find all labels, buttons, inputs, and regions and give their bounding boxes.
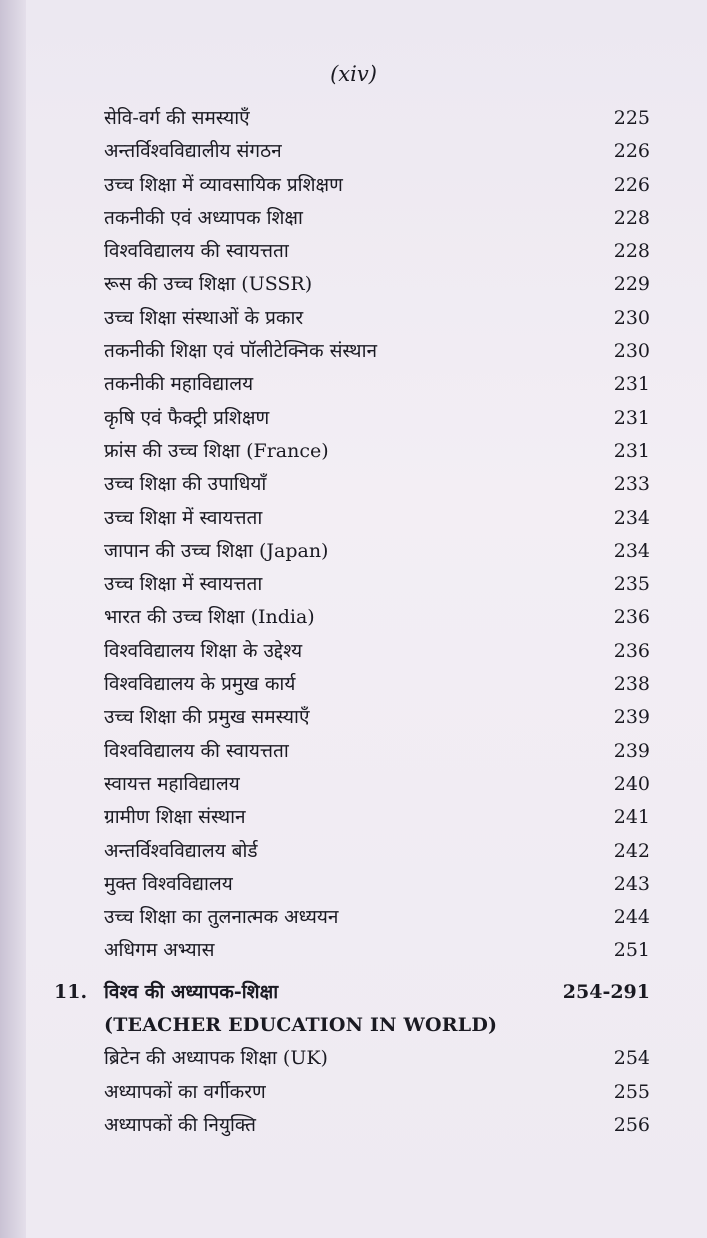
toc-entry-page: 234 bbox=[613, 539, 650, 562]
toc-entry-page: 226 bbox=[613, 173, 650, 196]
toc-entry-title: स्वायत्त महाविद्यालय bbox=[104, 772, 240, 795]
toc-entry-title: अध्यापकों की नियुक्ति bbox=[104, 1113, 256, 1136]
toc-entry bbox=[0, 1109, 707, 1142]
toc-entry-page: 244 bbox=[613, 906, 650, 929]
toc-entry bbox=[0, 169, 707, 202]
toc-entry-title: जापान की उच्च शिक्षा (Japan) bbox=[104, 539, 329, 562]
toc-entry-page: 239 bbox=[613, 739, 650, 762]
toc-entry bbox=[0, 801, 707, 834]
toc-entry-page: 225 bbox=[613, 107, 650, 129]
toc-entry bbox=[0, 135, 707, 168]
toc-entry-title: उच्च शिक्षा संस्थाओं के प्रकार bbox=[104, 306, 304, 329]
toc-entry-title: फ्रांस की उच्च शिक्षा (France) bbox=[104, 439, 329, 462]
toc-entry bbox=[0, 435, 707, 468]
toc-entry-title: मुक्त विश्वविद्यालय bbox=[104, 872, 233, 895]
toc-entry bbox=[0, 502, 707, 535]
toc-entry-page: 234 bbox=[613, 506, 650, 529]
toc-entry bbox=[0, 1042, 707, 1075]
toc-entry-page: 228 bbox=[613, 206, 650, 229]
toc-entry bbox=[0, 934, 707, 967]
toc-entry-title: तकनीकी शिक्षा एवं पॉलीटेक्निक संस्थान bbox=[104, 340, 378, 363]
toc-entry bbox=[0, 768, 707, 801]
toc-entry-title: कृषि एवं फैक्ट्री प्रशिक्षण bbox=[104, 406, 270, 429]
toc-entry-page: 251 bbox=[613, 939, 650, 962]
toc-entry bbox=[0, 202, 707, 235]
toc-entry-title: विश्वविद्यालय की स्वायत्तता bbox=[104, 739, 289, 762]
toc-entry-page: 241 bbox=[613, 806, 650, 829]
toc-entry bbox=[0, 635, 707, 668]
toc-entry-title: तकनीकी महाविद्यालय bbox=[104, 373, 254, 396]
chapter-title: विश्व की अध्यापक-शिक्षा bbox=[104, 980, 279, 1003]
toc-entry-title: उच्च शिक्षा की उपाधियाँ bbox=[104, 473, 267, 496]
toc-entry-title: सेवि-वर्ग की समस्याएँ bbox=[104, 107, 250, 129]
toc-entry-title: अन्तर्विश्वविद्यालय बोर्ड bbox=[104, 839, 258, 862]
chapter-english-title bbox=[0, 1009, 707, 1042]
toc-entry-title: अन्तर्विश्वविद्यालीय संगठन bbox=[104, 140, 282, 163]
toc-entry-page: 230 bbox=[613, 306, 650, 329]
toc-entry-title: विश्वविद्यालय शिक्षा के उद्देश्य bbox=[104, 639, 303, 662]
toc-entry bbox=[0, 268, 707, 301]
toc-entry-page: 231 bbox=[613, 406, 650, 429]
page-number: (xiv) bbox=[330, 62, 377, 86]
toc-entry bbox=[0, 601, 707, 634]
toc-entry-page: 231 bbox=[613, 373, 650, 396]
toc-entry-title: भारत की उच्च शिक्षा (India) bbox=[104, 606, 315, 629]
toc-entry bbox=[0, 468, 707, 501]
toc-entry-page: 231 bbox=[613, 439, 650, 462]
toc-entry-page: 229 bbox=[613, 273, 650, 296]
toc-entry-page: 230 bbox=[613, 340, 650, 363]
toc-entry-title: उच्च शिक्षा की प्रमुख समस्याएँ bbox=[104, 706, 310, 729]
toc-entry-title: ब्रिटेन की अध्यापक शिक्षा (UK) bbox=[104, 1047, 328, 1070]
toc-entry-title: अध्यापकों का वर्गीकरण bbox=[104, 1080, 266, 1103]
chapter-heading bbox=[0, 976, 707, 1009]
toc-entry bbox=[0, 235, 707, 268]
toc-entry-title: उच्च शिक्षा में स्वायत्तता bbox=[104, 573, 263, 596]
toc-entry bbox=[0, 901, 707, 934]
toc-entry-page: 239 bbox=[613, 706, 650, 729]
toc-entry-page: 235 bbox=[613, 573, 650, 596]
toc-entry-page: 233 bbox=[613, 473, 650, 496]
toc-entry-page: 242 bbox=[613, 839, 650, 862]
toc-entry bbox=[0, 568, 707, 601]
toc-entry-page: 240 bbox=[613, 772, 650, 795]
toc-entry-title: उच्च शिक्षा में स्वायत्तता bbox=[104, 506, 263, 529]
chapter-pages: 254-291 bbox=[562, 980, 650, 1003]
toc-entry bbox=[0, 868, 707, 901]
toc-entry-page: 238 bbox=[613, 673, 650, 696]
toc-entry-page: 256 bbox=[613, 1113, 650, 1136]
toc-entry bbox=[0, 835, 707, 868]
table-of-contents bbox=[0, 102, 707, 1142]
toc-entry-title: रूस की उच्च शिक्षा (USSR) bbox=[104, 273, 313, 296]
toc-entry-title: उच्च शिक्षा का तुलनात्मक अध्ययन bbox=[104, 906, 339, 929]
toc-entry bbox=[0, 1076, 707, 1109]
toc-entry-page: 255 bbox=[613, 1080, 650, 1103]
toc-entry-title: विश्वविद्यालय के प्रमुख कार्य bbox=[104, 673, 296, 696]
toc-entry bbox=[0, 701, 707, 734]
toc-entry bbox=[0, 668, 707, 701]
toc-entry-title: अधिगम अभ्यास bbox=[104, 939, 215, 962]
toc-entry-title: तकनीकी एवं अध्यापक शिक्षा bbox=[104, 206, 303, 229]
toc-entry-page: 236 bbox=[613, 606, 650, 629]
toc-entry bbox=[0, 402, 707, 435]
toc-entry-title: उच्च शिक्षा में व्यावसायिक प्रशिक्षण bbox=[104, 173, 343, 196]
toc-entry-page: 254 bbox=[613, 1047, 650, 1070]
toc-entry-page: 226 bbox=[613, 140, 650, 163]
toc-entry bbox=[0, 368, 707, 401]
toc-entry-page: 228 bbox=[613, 240, 650, 263]
toc-entry-title: ग्रामीण शिक्षा संस्थान bbox=[104, 806, 246, 829]
chapter-number: 11. bbox=[54, 980, 88, 1003]
toc-entry bbox=[0, 302, 707, 335]
toc-entry-title: विश्वविद्यालय की स्वायत्तता bbox=[104, 240, 289, 263]
toc-entry bbox=[0, 535, 707, 568]
toc-entry-page: 243 bbox=[613, 872, 650, 895]
toc-entry bbox=[0, 335, 707, 368]
toc-entry-page: 236 bbox=[613, 639, 650, 662]
toc-entry bbox=[0, 735, 707, 768]
chapter-english-title-text: (TEACHER EDUCATION IN WORLD) bbox=[104, 1014, 498, 1037]
toc-entry bbox=[0, 102, 707, 135]
